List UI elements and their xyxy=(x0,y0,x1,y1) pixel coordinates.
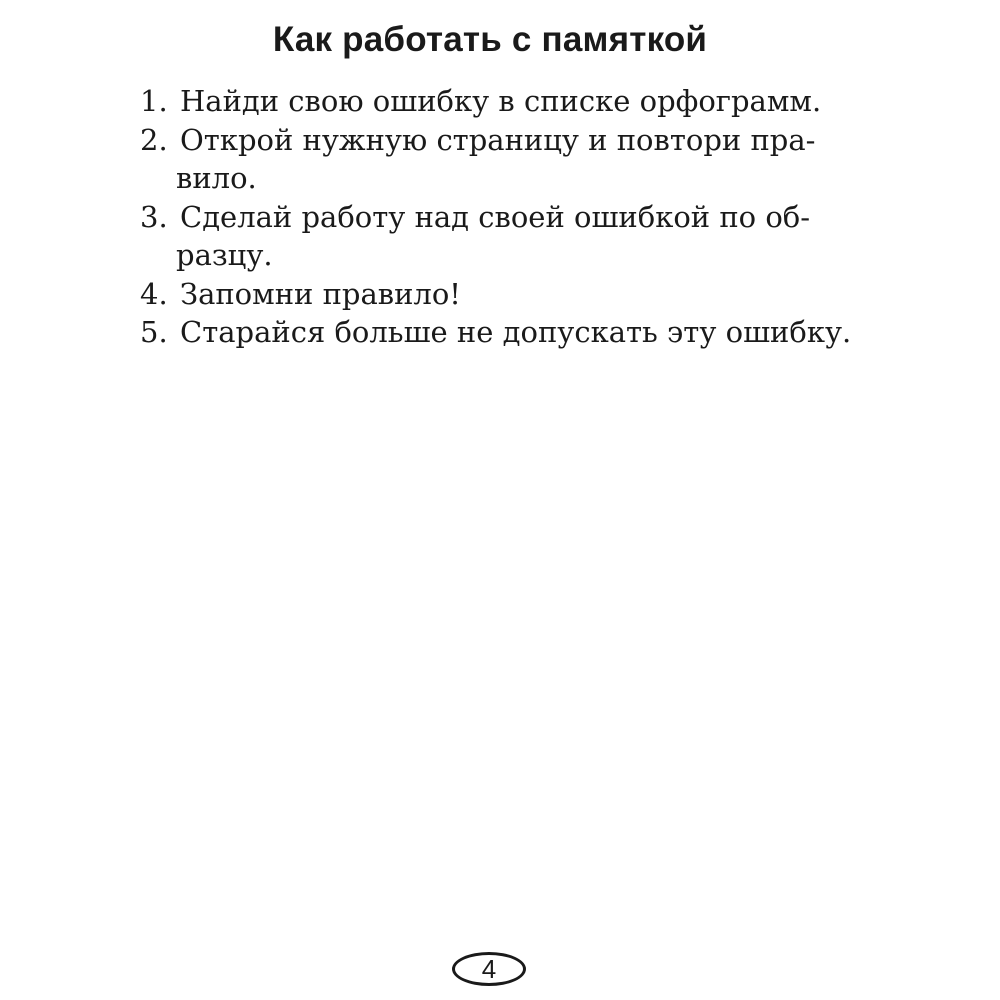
item-text xyxy=(180,313,860,352)
page-title: Как работать с памяткой xyxy=(272,20,708,59)
item-line: Сделай работу над своей ошибкой по об- xyxy=(180,199,811,234)
item-line: Старайся больше не допускать эту ошибку. xyxy=(180,315,852,349)
item-line: Найди свою ошибку в списке орфограмм. xyxy=(180,84,822,118)
item-text xyxy=(176,121,860,198)
list-item xyxy=(140,198,860,275)
item-number: 4. xyxy=(140,276,168,311)
list-item xyxy=(140,313,860,352)
page-number-badge: 4 xyxy=(452,952,526,986)
list-item xyxy=(140,275,860,314)
item-line-continuation: разцу. xyxy=(176,238,273,272)
item-number: 3. xyxy=(140,199,168,234)
item-number: 1. xyxy=(140,84,168,118)
item-text xyxy=(180,275,860,314)
item-line: Запомни правило! xyxy=(180,276,461,311)
item-line: Открой нужную страницу и повтори пра- xyxy=(180,122,816,157)
item-number: 2. xyxy=(140,122,168,157)
memo-list xyxy=(140,82,860,352)
item-text xyxy=(176,198,860,275)
list-item xyxy=(140,121,860,198)
list-item xyxy=(140,82,860,121)
item-text xyxy=(180,82,860,121)
item-number: 5. xyxy=(140,315,168,349)
item-line-continuation: вило. xyxy=(176,161,257,195)
